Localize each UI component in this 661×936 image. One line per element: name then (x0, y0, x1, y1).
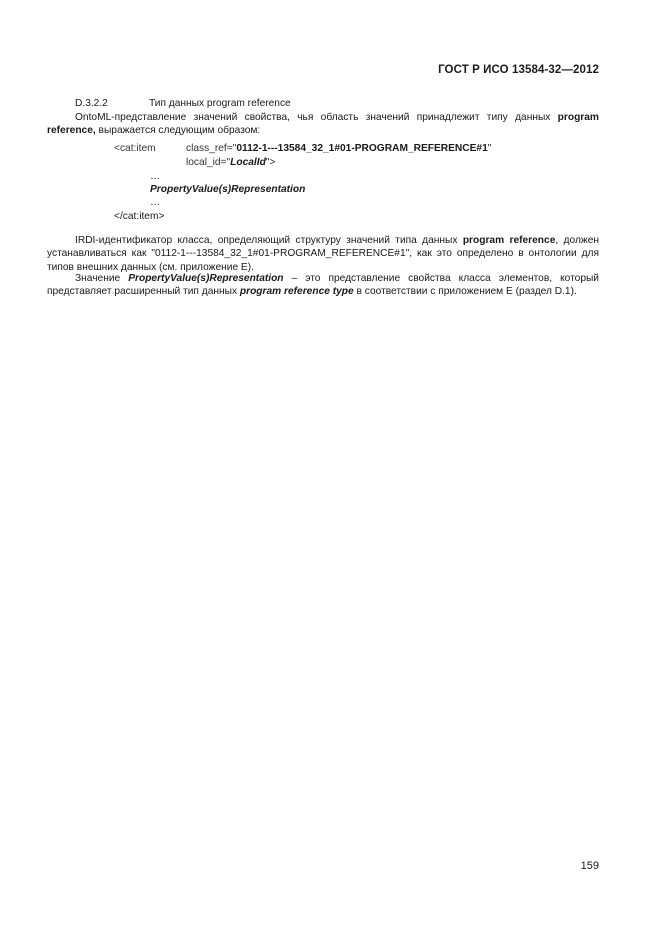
para2-term-2: program reference type (239, 286, 354, 298)
intro-text-1: OntoML-представление значений свойства, чья область значений принадлежит типу данных (75, 112, 558, 123)
code-attr-class-ref: class_ref="0112-1---13584_32_1#01-PROGRAM_REFERENCE#1" (186, 143, 492, 154)
para1-text-1: IRDI-идентификатор класса, определяющий структуру значений типа данных (75, 235, 463, 246)
section-title: Тип данных program reference (149, 98, 291, 109)
code-ellipsis-1: … (150, 171, 161, 182)
code-attr-local-id: local_id="LocalId"> (186, 157, 276, 168)
para2-text-3: в соответствии с приложением Е (раздел D.1). (353, 286, 577, 298)
code-open-tag: <cat:item (114, 143, 156, 154)
para1-text-2: , должен устанавливаться как "0112-1---13584_32_1#01-PROGRAM_REFERENCE#1", как это определено в онтологии для типов внешних данных (см. приложение Е). (47, 235, 599, 273)
section-number: D.3.2.2 (75, 98, 108, 109)
intro-text-2: выражается следующим образом: (95, 125, 261, 137)
code-close-tag: </cat:item> (114, 211, 165, 222)
code-ellipsis-2: … (150, 197, 161, 208)
code-representation: PropertyValue(s)Representation (150, 184, 306, 195)
para1-term: program reference (462, 235, 556, 246)
para2-text-2: – это представление свойства класса элементов, который представляет расширенный тип данных (47, 273, 600, 298)
intro-paragraph (47, 111, 599, 138)
intro-term: program reference, (47, 112, 599, 137)
document-header: ГОСТ Р ИСО 13584-32—2012 (438, 64, 599, 76)
section-heading (75, 98, 291, 109)
irdi-paragraph (47, 234, 599, 274)
para2-term-1: PropertyValue(s)Representation (128, 273, 284, 284)
para2-text-1: Значение (75, 273, 129, 284)
value-paragraph (47, 272, 599, 299)
page-number: 159 (580, 860, 599, 872)
